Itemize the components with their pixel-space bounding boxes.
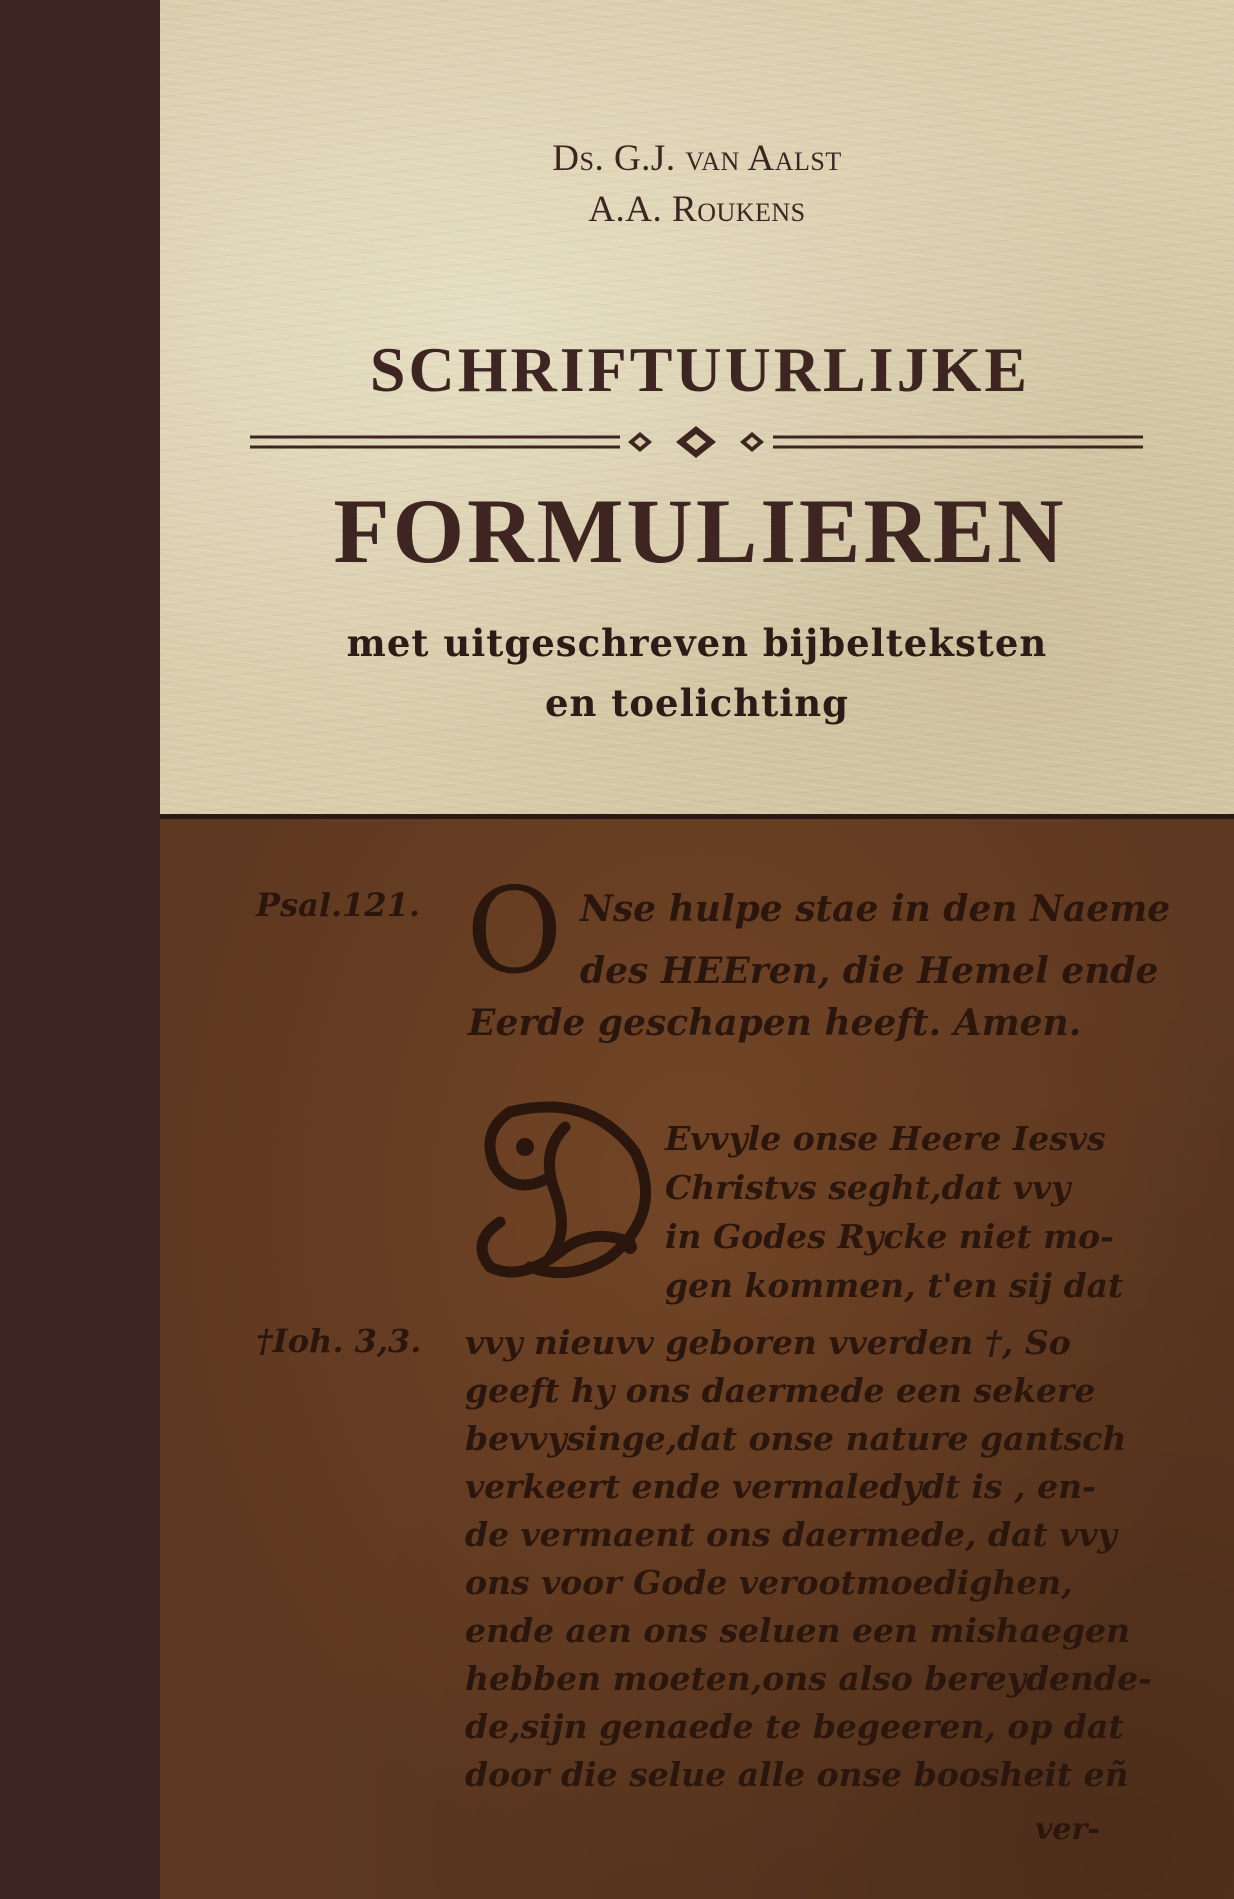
p2-line: door die selue alle onse boosheit eñ (465, 1755, 1129, 1794)
p2-line: bevvysinge,dat onse nature gantsch (465, 1419, 1127, 1458)
p2-line: verkeert ende vermaledydt is , en- (465, 1467, 1096, 1506)
ornamental-drop-cap-d (470, 1092, 670, 1282)
title-line-1: SCHRIFTUURLIJKE (369, 334, 1031, 405)
authors (160, 133, 1234, 235)
p2-catchword: ver- (1035, 1812, 1100, 1847)
title-ornament (250, 423, 1143, 463)
p2-line: Evvyle onse Heere Iesvs (665, 1119, 1106, 1158)
margin-note-john: †Ioh. 3,3. (256, 1322, 422, 1360)
title-line-2: FORMULIEREN (333, 480, 1067, 582)
paragraph-1-lines (580, 878, 1170, 1002)
margin-note-psalm: Psal.121. (256, 886, 421, 924)
subtitle (160, 613, 1234, 733)
p2-line: ons voor Gode verootmoedighen, (465, 1563, 1073, 1602)
author-2: A.A. Roukens (588, 189, 806, 230)
p2-line: Christvs seght,dat vvy (665, 1168, 1071, 1207)
p2-line: gen kommen, t'en sij dat (665, 1266, 1124, 1305)
p2-line: ende aen ons seluen een mishaegen (465, 1611, 1130, 1650)
subtitle-line-2: en toelichting (544, 681, 850, 725)
p2-line: hebben moeten,ons also bereydende- (465, 1659, 1152, 1698)
p1-line: Eerde geschapen heeft. Amen. (468, 1002, 1082, 1044)
p1-line: Nse hulpe staе in den Naeme (580, 888, 1171, 930)
drop-cap-o: O (466, 862, 563, 1000)
p1-line: des HEEren, die Hemel ende (580, 950, 1159, 992)
p2-line: de vermaent ons daermede, dat vvy (465, 1515, 1117, 1554)
p2-line: geeft hy ons daermede een sekere (465, 1371, 1096, 1410)
p2-line: in Godes Rycke niet mo- (665, 1217, 1114, 1256)
p2-line: de,sijn genaede te begeeren, op dat (465, 1707, 1124, 1746)
author-1: Ds. G.J. van Aalst (552, 138, 842, 179)
book-spine (0, 0, 160, 1899)
p2-line: vvy nieuvv geboren vverden †, So (465, 1323, 1071, 1362)
subtitle-line-1: met uitgeschreven bijbelteksten (346, 621, 1048, 665)
